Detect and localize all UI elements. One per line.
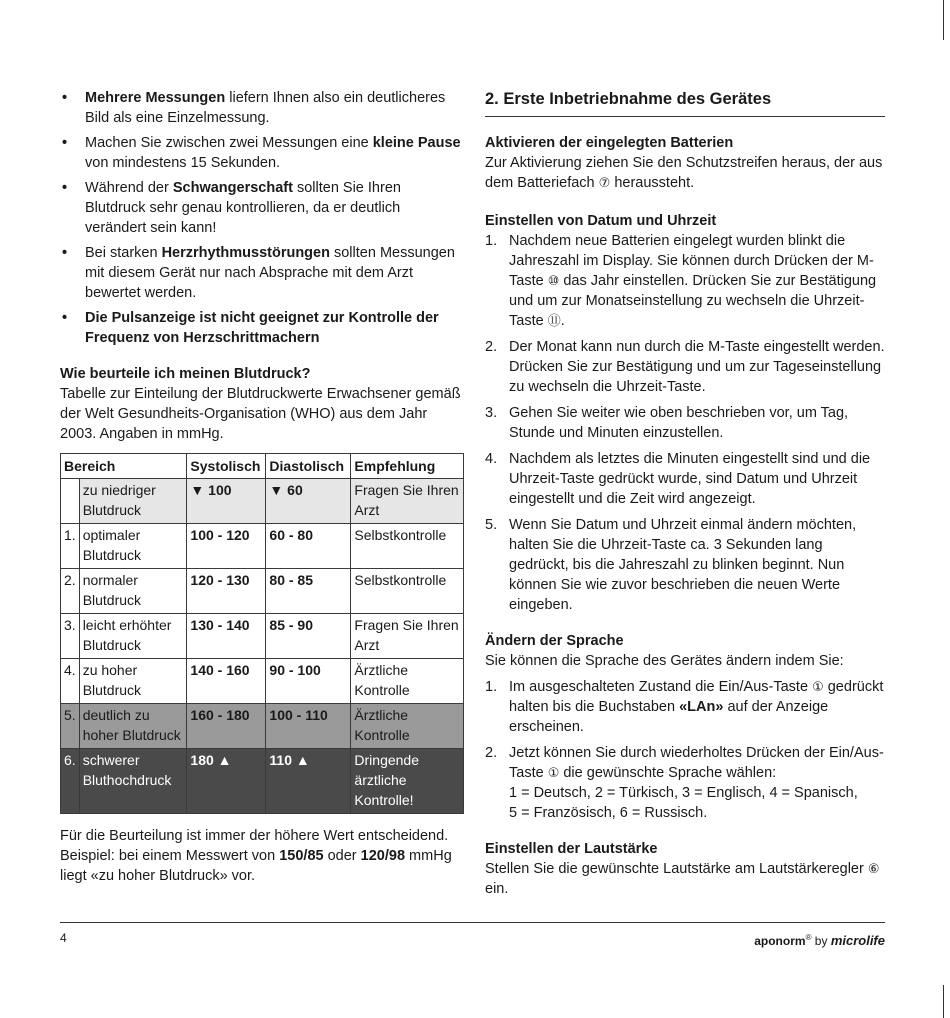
step-number: 5. [485,517,498,533]
row-systolic: ▼ 100 [187,479,266,524]
step-text: Nachdem als letztes die Minuten eingestellt sind und die Uhrzeit-Taste gedrückt wurde, sind Datum und Uhrzeit eingestellt und die Zeit wird angezeigt. [509,451,871,507]
battery-text [485,153,885,193]
row-number: 2. [61,569,80,614]
row-range: optimaler Blutdruck [79,524,187,569]
brand-name: aponorm [754,934,806,948]
item-text: Machen Sie zwischen zwei Messungen eine [85,135,373,151]
list-item [60,243,465,303]
item-text: sollten Sie Ihren Blutdruck sehr genau kontrollieren, da er deutlich verändert sein kann! [85,180,401,236]
datetime-section [485,211,885,615]
bp-table [60,453,464,814]
step-text: Im ausgeschalteten Zustand die Ein/Aus-Taste [509,679,813,695]
item-text: von mindestens 15 Sekunden. [85,155,281,171]
para-text: Zur Aktivierung ziehen Sie den Schutzstreifen heraus, der aus dem Batteriefach [485,155,883,191]
volume-heading: Einstellen der Lautstärke [485,841,658,857]
bp-heading: Wie beurteile ich meinen Blutdruck? [60,366,311,382]
display-code: «LAn» [679,699,724,715]
row-systolic: 160 - 180 [187,704,266,749]
row-systolic: 130 - 140 [187,614,266,659]
section-title: 2. Erste Inbetriebnahme des Gerätes [485,88,885,117]
list-item [485,231,885,331]
header-recommendation: Empfehlung [351,454,464,479]
table-row [61,749,464,814]
para-text: heraussteht. [610,175,695,191]
bp-intro: Tabelle zur Einteilung der Blutdruckwerte Erwachsener gemäß der Welt Gesundheits-Organisation (WHO) aus dem Jahr 2003. Angaben in mmHg. [60,386,461,442]
step-text: Nachdem neue Batterien eingelegt wurden blinkt die Jahreszahl im Display. Sie können durch Drücken der M-Taste [509,233,874,289]
bold-text: Die Pulsanzeige ist nicht geeignet zur Kontrolle der Frequenz von Herzschrittmachern [85,310,439,346]
list-item [485,743,885,823]
scan-edge-mark [943,985,944,1018]
list-item [485,403,885,443]
row-range: zu niedriger Blutdruck [79,479,187,524]
item-text: Während der [85,180,173,196]
datetime-heading: Einstellen von Datum und Uhrzeit [485,213,717,229]
left-column [60,88,465,886]
row-number [61,479,80,524]
table-row [61,704,464,749]
row-diastolic: 60 - 80 [266,524,351,569]
row-range: schwerer Bluthochdruck [79,749,187,814]
right-column [485,88,885,899]
list-item [60,178,465,238]
step-text: . [560,313,565,329]
language-options-line: 5 = Französisch, 6 = Russisch. [509,805,708,821]
bold-text: Schwangerschaft [172,180,293,196]
power-button-ref-icon: ① [812,679,824,694]
step-text: auf der Anzeige erscheinen. [509,699,829,735]
footnote-text: oder [323,848,361,864]
step-text: Der Monat kann nun durch die M-Taste eingestellt werden. Drücken Sie zur Bestätigung und um zur Tageseinstellung zu wechseln die Uhrzeit-Taste. [509,339,885,395]
row-range: normaler Blutdruck [79,569,187,614]
tips-list [60,88,465,348]
step-number: 4. [485,451,498,467]
step-text: gedrückt halten bis die Buchstaben [509,679,884,715]
row-number: 5. [61,704,80,749]
row-range: zu hoher Blutdruck [79,659,187,704]
m-button-ref-icon: ⑩ [547,273,560,288]
footer-divider [60,922,885,923]
row-systolic: 140 - 160 [187,659,266,704]
language-section [485,631,885,823]
row-systolic: 100 - 120 [187,524,266,569]
row-recommendation: Fragen Sie Ihren Arzt [351,479,464,524]
step-text: Gehen Sie weiter wie oben beschrieben vor, um Tag, Stunde und Minuten einzustellen. [509,405,849,441]
table-header-row [61,454,464,479]
row-recommendation: Fragen Sie Ihren Arzt [351,614,464,659]
row-recommendation: Selbstkontrolle [351,569,464,614]
row-number: 6. [61,749,80,814]
brand-registered: ® [805,933,812,942]
battery-heading: Aktivieren der eingelegten Batterien [485,135,734,151]
list-item [485,515,885,615]
list-item [485,337,885,397]
row-diastolic: 85 - 90 [266,614,351,659]
list-item [485,449,885,509]
header-systolic: Systolisch [187,454,266,479]
table-row [61,659,464,704]
table-row [61,569,464,614]
row-recommendation: Ärztliche Kontrolle [351,704,464,749]
volume-control-ref-icon: ⑥ [867,861,880,876]
brand-by: by [811,934,831,948]
volume-section [485,839,885,899]
step-number: 3. [485,405,498,421]
step-text: das Jahr einstellen. Drücken Sie zur Bestätigung und um zur Monatseinstellung zu wechseln die Uhrzeit-Taste [509,273,877,329]
row-systolic: 120 - 130 [187,569,266,614]
para-text: Stellen Sie die gewünschte Lautstärke am Lautstärkeregler [485,861,868,877]
header-diastolic: Diastolisch [266,454,351,479]
language-options-line: 1 = Deutsch, 2 = Türkisch, 3 = Englisch, 4 = Spanisch, [509,785,858,801]
footnote-text: Für die Beurteilung ist immer der höhere Wert entscheidend. Beispiel: bei einem Messwert von [60,828,449,864]
step-number: 2. [485,745,498,761]
footnote-value: 120/98 [360,848,406,864]
row-number: 4. [61,659,80,704]
brand-logo [754,928,885,951]
row-diastolic: 80 - 85 [266,569,351,614]
table-row [61,479,464,524]
row-recommendation: Selbstkontrolle [351,524,464,569]
row-range: deutlich zu hoher Blutdruck [79,704,187,749]
row-number: 1. [61,524,80,569]
item-text: liefern Ihnen also ein deutlicheres Bild als eine Einzelmessung. [85,90,446,126]
step-text: Jetzt können Sie durch wiederholtes Drücken der Ein/Aus-Taste [509,745,884,781]
row-range: leicht erhöhter Blutdruck [79,614,187,659]
row-diastolic: 100 - 110 [266,704,351,749]
volume-text [485,859,885,899]
item-text: sollten Messungen mit diesem Gerät nur nach Absprache mit dem Arzt bewertet werden. [85,245,455,301]
row-recommendation: Ärztliche Kontrolle [351,659,464,704]
bold-text: Herzrhythmusstörungen [161,245,330,261]
language-intro: Sie können die Sprache des Gerätes ändern indem Sie: [485,653,844,669]
list-item [60,308,465,348]
step-number: 1. [485,233,498,249]
row-recommendation: Dringende ärztliche Kontrolle! [351,749,464,814]
bp-section [60,364,465,444]
footnote-text: mmHg liegt «zu hoher Blutdruck» vor. [60,848,452,884]
brand-partner: microlife [830,933,885,948]
bold-text: Mehrere Messungen [85,90,226,106]
list-item [485,677,885,737]
bp-footnote [60,826,465,886]
scan-edge-mark [943,0,944,40]
row-diastolic: ▼ 60 [266,479,351,524]
table-row [61,524,464,569]
list-item [60,88,465,128]
battery-compartment-ref-icon: ⑦ [598,175,611,190]
header-range: Bereich [61,454,187,479]
para-text: ein. [485,881,509,897]
row-diastolic: 110 ▲ [266,749,351,814]
bold-text: kleine Pause [372,135,461,151]
time-button-ref-icon: ⑪ [547,313,561,328]
row-systolic: 180 ▲ [187,749,266,814]
step-number: 1. [485,679,498,695]
step-text: die gewünschte Sprache wählen: [559,765,777,781]
battery-section [485,133,885,193]
page-number: 4 [60,931,67,945]
language-heading: Ändern der Sprache [485,633,624,649]
item-text: Bei starken [85,245,162,261]
table-row [61,614,464,659]
list-item [60,133,465,173]
step-text: Wenn Sie Datum und Uhrzeit einmal ändern möchten, halten Sie die Uhrzeit-Taste ca. 3 Sekunden lang gedrückt, bis die Jahreszahl zu blinken beginnt. Nun können Sie wie zuvor beschrieben die neuen Werte eingeben. [509,517,857,613]
row-number: 3. [61,614,80,659]
language-steps [485,677,885,823]
footnote-value: 150/85 [279,848,324,864]
step-number: 2. [485,339,498,355]
datetime-steps [485,231,885,615]
power-button-ref-icon: ① [547,765,560,780]
row-diastolic: 90 - 100 [266,659,351,704]
